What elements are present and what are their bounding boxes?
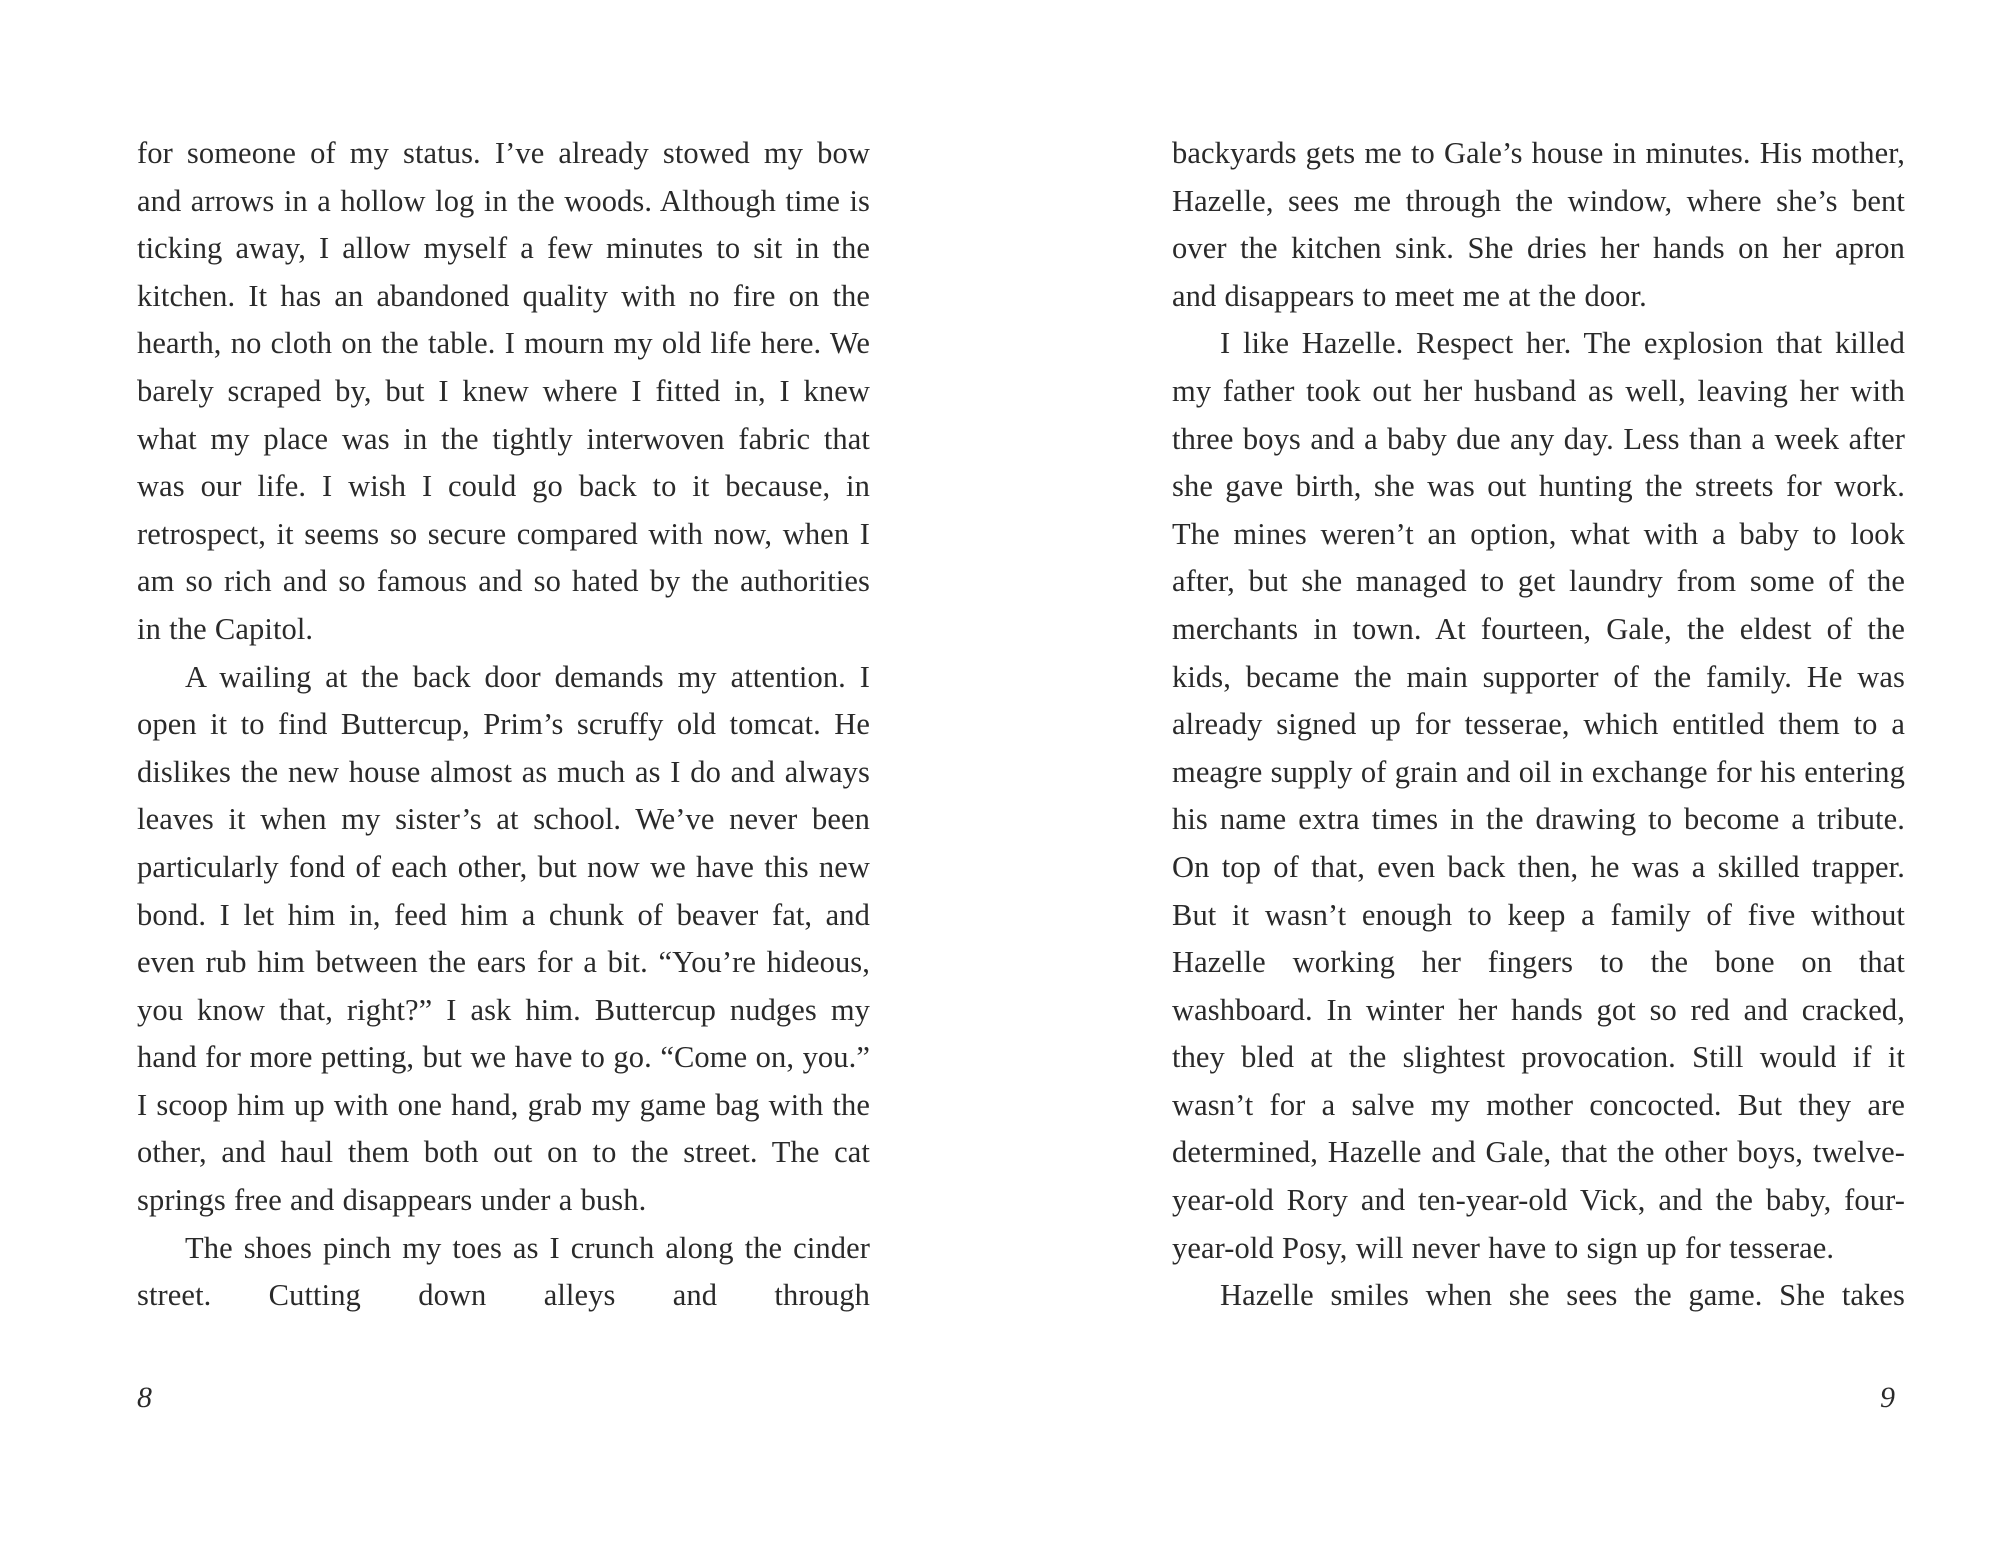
right-page-number: 9 bbox=[1880, 1381, 1895, 1414]
left-paragraph-1: for someone of my status. I’ve already stowed my bow and arrows in a hollow log in the woods. Although time is ticking away, I allow myself a few minutes to sit in the kitchen. It has an abandoned quality with no fire on the hearth, no cloth on the table. I mourn my old life here. We barely scraped by, but I knew where I fitted in, I knew what my place was in the tightly interwoven fabric that was our life. I wish I could go back to it because, in retrospect, it seems so secure compared with now, when I am so rich and so famous and so hated by the authorities in the Capitol. bbox=[137, 136, 870, 646]
left-page-number: 8 bbox=[137, 1381, 152, 1414]
left-paragraph-3: The shoes pinch my toes as I crunch along the cinder street. Cutting down alleys and through bbox=[137, 1230, 870, 1313]
right-page bbox=[1172, 130, 1905, 1430]
right-paragraph-1: backyards gets me to Gale’s house in minutes. His mother, Hazelle, sees me through the window, where she’s bent over the kitchen sink. She dries her hands on her apron and disappears to meet me at the door. bbox=[1172, 136, 1905, 313]
right-paragraph-3: Hazelle smiles when she sees the game. She takes bbox=[1220, 1278, 1905, 1313]
right-paragraph-2: I like Hazelle. Respect her. The explosion that killed my father took out her husband as well, leaving her with three boys and a baby due any day. Less than a week after she gave birth, she was out hunting the streets for work. The mines weren’t an option, what with a baby to look after, but she managed to get laundry from some of the merchants in town. At fourteen, Gale, the eldest of the kids, became the main supporter of the family. He was already signed up for tesserae, which entitled them to a meagre supply of grain and oil in exchange for his entering his name extra times in the drawing to become a tribute. On top of that, even back then, he was a skilled trapper. But it wasn’t enough to keep a family of five without Hazelle working her fingers to the bone on that washboard. In winter her hands got so red and cracked, they bled at the slightest provocation. Still would if it wasn’t for a salve my mother concocted. But they are determined, Hazelle and Gale, that the other boys, twelve-year-old Rory and ten-year-old Vick, and the baby, four-year-old Posy, will never have to sign up for tesserae. bbox=[1172, 326, 1905, 1265]
left-paragraph-2: A wailing at the back door demands my attention. I open it to find Buttercup, Prim’s scruffy old tomcat. He dislikes the new house almost as much as I do and always leaves it when my sister’s at school. We’ve never been particularly fond of each other, but now we have this new bond. I let him in, feed him a chunk of beaver fat, and even rub him between the ears for a bit. “You’re hideous, you know that, right?” I ask him. Buttercup nudges my hand for more petting, but we have to go. “Come on, you.” I scoop him up with one hand, grab my game bag with the other, and haul them both out on to the street. The cat springs free and disappears under a bush. bbox=[137, 659, 870, 1218]
left-page bbox=[137, 130, 870, 1430]
